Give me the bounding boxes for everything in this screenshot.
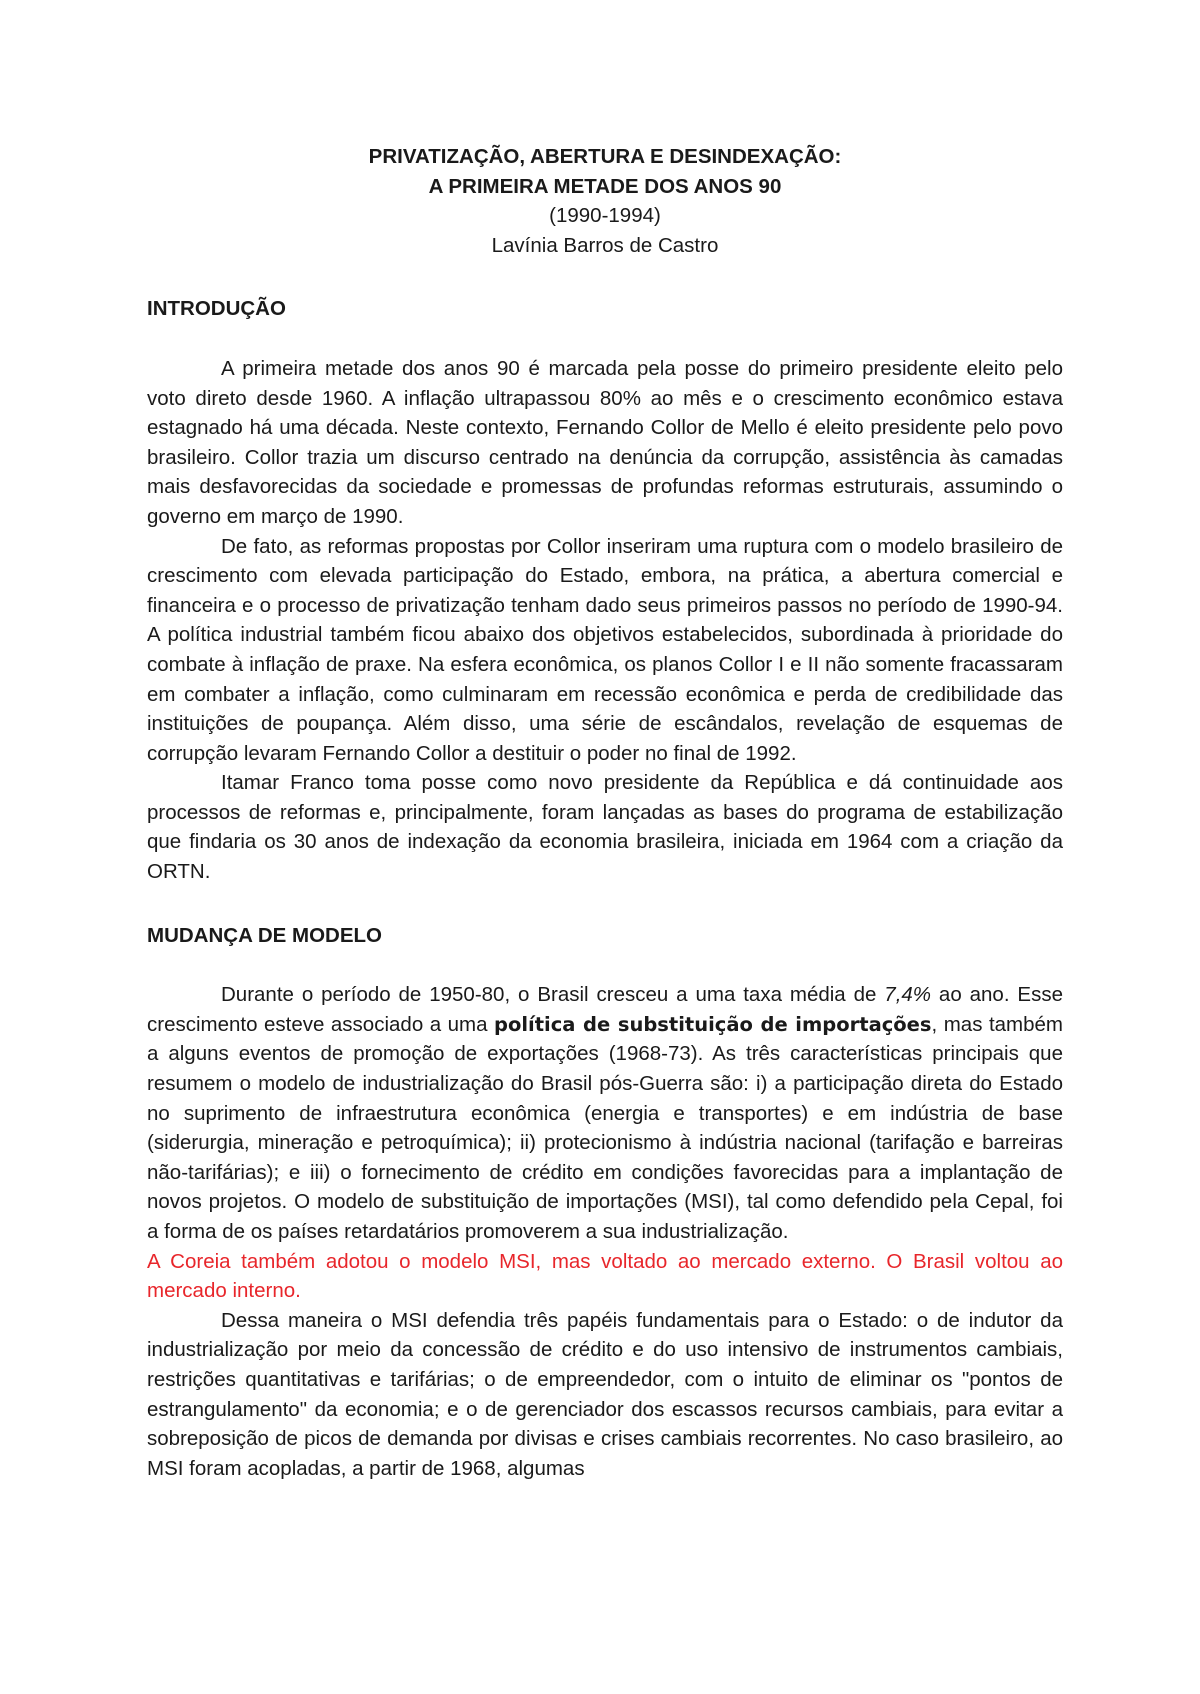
document-author: Lavínia Barros de Castro [491,233,719,257]
spacer [147,324,1063,354]
intro-paragraph-1: A primeira metade dos anos 90 é marcada pela posse do primeiro presidente eleito pelo voto direto desde 1960. A inflação ultrapassou 80% ao mês e o crescimento econômico estava estagnado há uma década. Neste contexto, Fernando Collor de Mello é eleito presidente pelo povo brasileiro. Collor trazia um discurso centrado na denúncia da corrupção, assistência às camadas mais desfavorecidas da sociedade e promessas de profundas reformas estruturais, assumindo o governo em março de 1990. [147,356,1063,528]
document-period: (1990-1994) [549,204,661,228]
spacer [147,260,1063,294]
intro-paragraph-2: De fato, as reformas propostas por Collor inseriram uma ruptura com o modelo brasileiro de crescimento com elevada participação do Estado, embora, na prática, a abertura comercial e financeira e o processo de privatização tenham dado seus primeiros passos no período de 1990-94. A política industrial também ficou abaixo dos objetivos estabelecidos, subordinada à prioridade do combate à inflação de praxe. Na esfera econômica, os planos Collor I e II não somente fracassaram em combater a inflação, como culminaram em recessão econômica e perda de credibilidade das instituições de poupança. Além disso, uma série de escândalos, revelação de esquemas de corrupção levaram Fernando Collor a destituir o poder no final de 1992. [147,534,1063,765]
document-title-line-2: A PRIMEIRA METADE DOS ANOS 90 [428,174,782,198]
intro-heading: INTRODUÇÃO [147,297,286,321]
document-page [147,142,1063,1483]
growth-rate: 7,4% [884,983,932,1007]
modelo-heading: MUDANÇA DE MODELO [147,923,382,947]
msi-policy-term: política de substituição de importações [494,1012,932,1036]
intro-paragraph-3: Itamar Franco toma posse como novo presidente da República e dá continuidade aos processos de reformas e, principalmente, foram lançadas as bases do programa de estabilização que findaria os 30 anos de indexação da economia brasileira, iniciada em 1964 com a criação da ORTN. [147,771,1063,884]
red-note: A Coreia também adotou o modelo MSI, mas voltado ao mercado externo. O Brasil voltou ao mercado interno. [147,1249,1063,1303]
modelo-paragraph-1 [147,980,1063,1246]
modelo-paragraph-1-text-b: ao ano. Esse crescimento esteve associado a uma [147,983,1063,1036]
document-title-line-1: PRIVATIZAÇÃO, ABERTURA E DESINDEXAÇÃO: [368,145,842,168]
spacer [147,950,1063,980]
modelo-paragraph-1-text-a: Durante o período de 1950-80, o Brasil cresceu a uma taxa média de [221,983,885,1007]
spacer [147,887,1063,921]
modelo-paragraph-1-text-c: , mas também a alguns eventos de promoção de exportações (1968-73). As três características principais que resumem o modelo de industrialização do Brasil pós-Guerra são: i) a participação direta do Estado no suprimento de infraestrutura econômica (energia e transportes) e em indústria de base (siderurgia, mineração e petroquímica); ii) protecionismo à indústria nacional (tarifação e barreiras não-tarifárias); e iii) o fornecimento de crédito em condições favorecidas para a implantação de novos projetos. O modelo de substituição de importações (MSI), tal como defendido pela Cepal, foi a forma de os países retardatários promoverem a sua industrialização. [147,1012,1063,1243]
modelo-paragraph-2: Dessa maneira o MSI defendia três papéis fundamentais para o Estado: o de indutor da industrialização por meio da concessão de crédito e do uso intensivo de instrumentos cambiais, restrições quantitativas e tarifárias; o de empreendedor, com o intuito de eliminar os "pontos de estrangulamento" da economia; e o de gerenciador dos escassos recursos cambiais, para evitar a sobreposição de picos de demanda por divisas e crises cambiais recorrentes. No caso brasileiro, ao MSI foram acopladas, a partir de 1968, algumas [147,1308,1063,1480]
